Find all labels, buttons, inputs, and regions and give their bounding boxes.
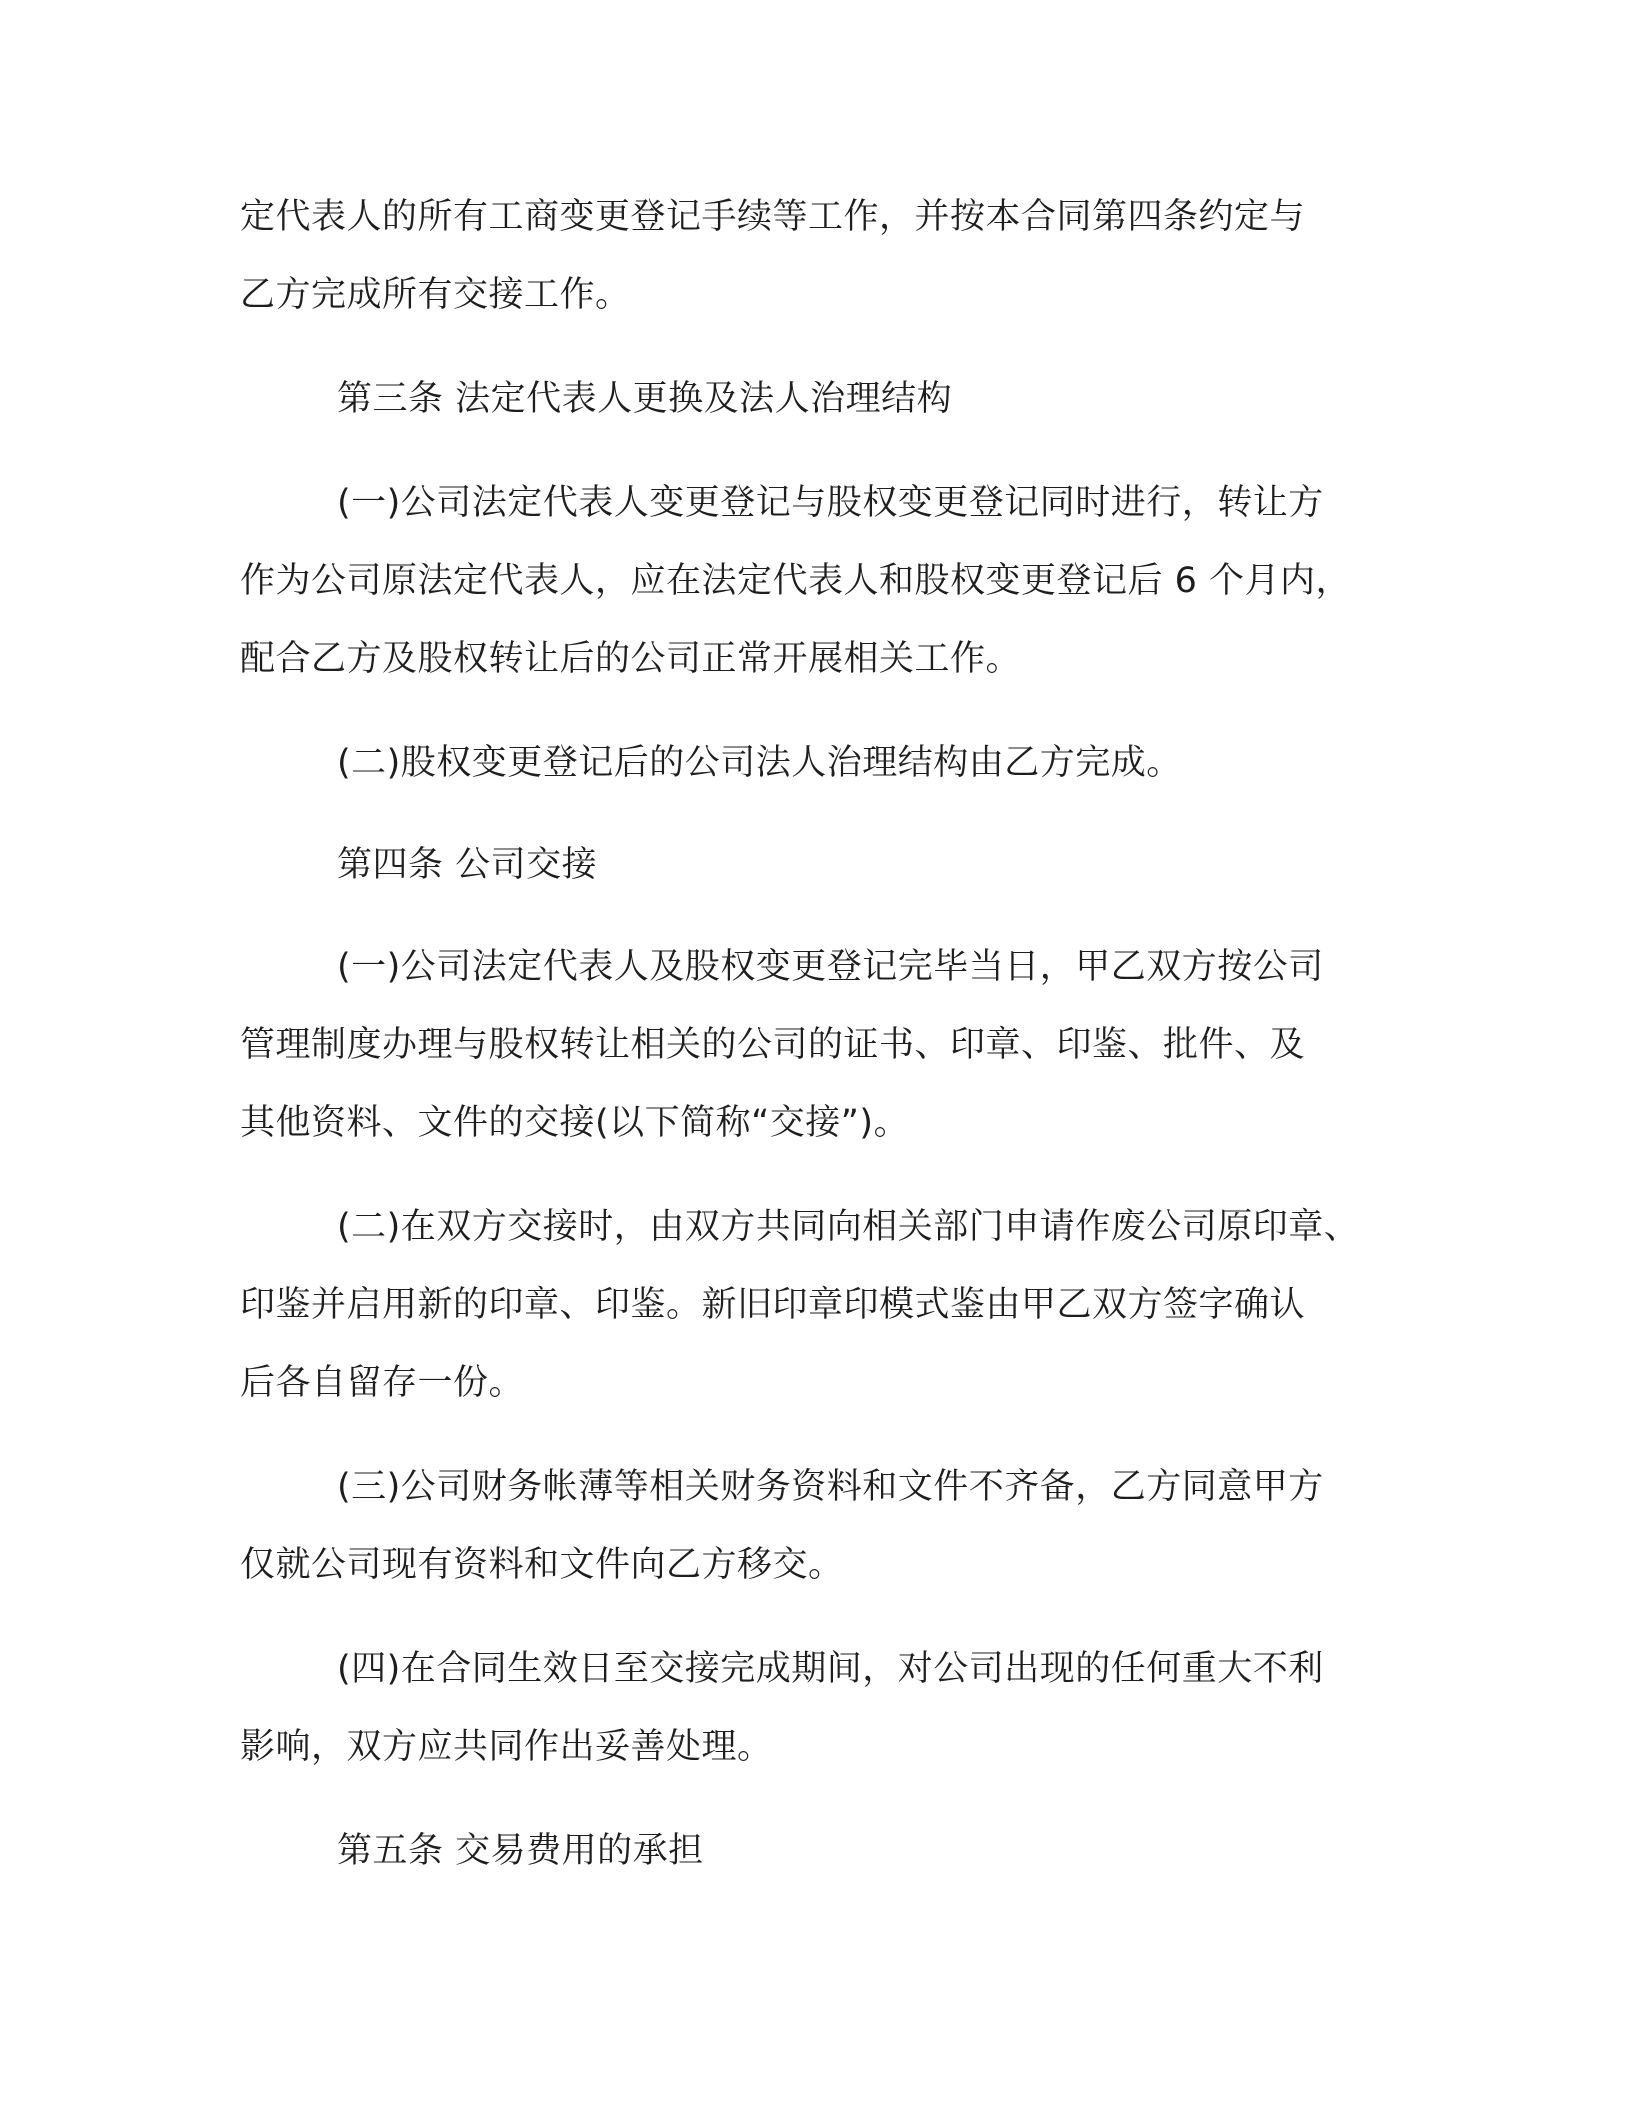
article-4-clause-1 [240, 928, 1390, 1162]
article-4-heading [240, 826, 1390, 904]
heading-text: 第五条 交易费用的承担 [337, 1831, 704, 1871]
article-3-clause-2 [240, 724, 1390, 802]
article-4-clause-3 [240, 1448, 1390, 1604]
text-line: 印鉴并启用新的印章、印鉴。新旧印章印模式鉴由甲乙双方签字确认 [240, 1285, 1306, 1325]
text-line: (一)公司法定代表人及股权变更登记完毕当日，甲乙双方按公司 [337, 947, 1324, 987]
heading-text: 第三条 法定代表人更换及法人治理结构 [337, 379, 953, 419]
text-line: 其他资料、文件的交接(以下简称“交接”)。 [240, 1103, 910, 1143]
article-4-clause-4 [240, 1630, 1390, 1786]
article-3-clause-1 [240, 464, 1390, 698]
text-line: (一)公司法定代表人变更登记与股权变更登记同时进行，转让方 [337, 483, 1324, 523]
text-line: (四)在合同生效日至交接完成期间，对公司出现的任何重大不利 [337, 1649, 1324, 1689]
text-line: (二)在双方交接时，由双方共同向相关部门申请作废公司原印章、 [337, 1207, 1360, 1247]
heading-text: 第四条 公司交接 [337, 845, 598, 885]
text-line: 乙方完成所有交接工作。 [240, 275, 631, 315]
article-4-clause-2 [240, 1188, 1390, 1422]
text-line: 影响，双方应共同作出妥善处理。 [240, 1727, 773, 1767]
article-3-heading [240, 360, 1390, 438]
text-line: 配合乙方及股权转让后的公司正常开展相关工作。 [240, 639, 1022, 679]
text-line: (二)股权变更登记后的公司法人治理结构由乙方完成。 [337, 743, 1182, 783]
paragraph-continuation [240, 178, 1390, 334]
text-line: (三)公司财务帐薄等相关财务资料和文件不齐备，乙方同意甲方 [337, 1467, 1324, 1507]
text-line: 管理制度办理与股权转让相关的公司的证书、印章、印鉴、批件、及 [240, 1025, 1306, 1065]
text-line: 仅就公司现有资料和文件向乙方移交。 [240, 1545, 844, 1585]
article-5-heading [240, 1812, 1390, 1890]
text-line: 后各自留存一份。 [240, 1363, 525, 1403]
text-line: 定代表人的所有工商变更登记手续等工作，并按本合同第四条约定与 [240, 197, 1306, 237]
text-line: 作为公司原法定代表人，应在法定代表人和股权变更登记后 6 个月内， [240, 561, 1352, 601]
